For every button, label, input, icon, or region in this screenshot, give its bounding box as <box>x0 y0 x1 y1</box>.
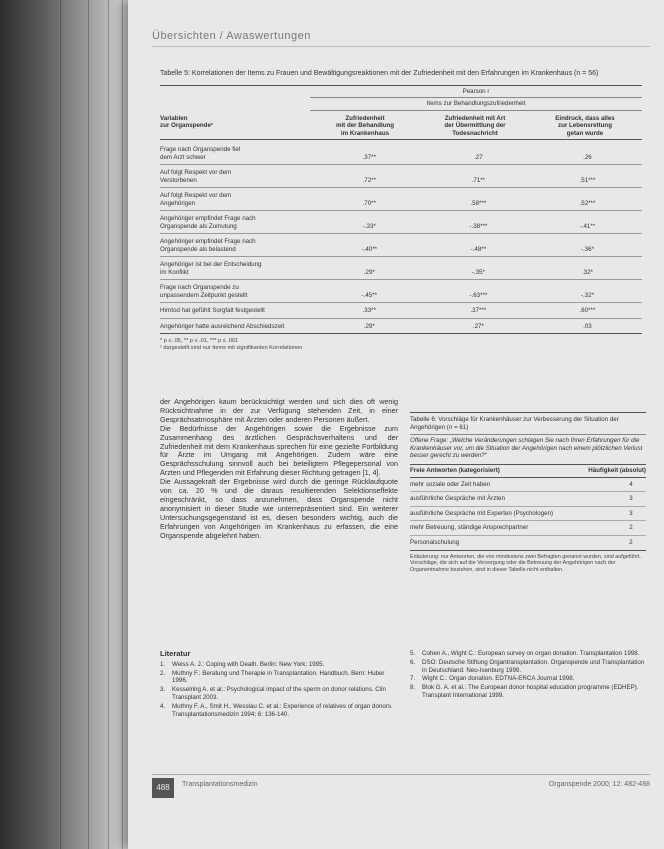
literature-left-column <box>160 650 398 719</box>
journal-name: Transplantationsmedizin <box>182 781 258 788</box>
body-paragraph: Die Bedürfnisse der Angehörigen sowie die Ergebnisse zum Zusammenhang des ärztlichen Gesprächsverhaltens und der Zufriedenheit mit dem Krankenhaus sprechen für eine gezielte Fortbildung für Ärzte im Umgang mit Angehörigen. Zudem wäre eine Gesprächsschulung sinnvoll auch bei beteiligtem Pflegepersonal von Ärzten und Pflegenden mit Erfahrung dieser Richtung getragen [1, 4]. <box>160 423 398 478</box>
literature-heading: Literatur <box>160 649 191 658</box>
page-edge <box>108 0 109 849</box>
table-6-caption: Tabelle 6: Vorschläge für Krankenhäuser zur Verbesserung der Situation der Angehörigen (n = 61) <box>410 416 619 431</box>
reference-item: 2. Muthny F.: Beratung und Therapie in Transplantation. Handbuch. Bern: Huber 1996. <box>160 669 385 685</box>
table-row: Angehöriger empfindet Frage nach Organspende als belastend -.40** -.48** -.36* <box>160 234 642 257</box>
table-5-subgroup-row <box>160 100 642 108</box>
table-5-group-row <box>160 88 642 96</box>
page-edge <box>60 0 61 849</box>
body-paragraph: der Angehörigen kaum berücksichtigt werden und sich dies oft wenig Rücksichtnahme in der zur Verfügung stehenden Zeit, in einer Gesprächsatmosphäre mit Ärzten oder anderen Personen äußert. <box>160 397 398 424</box>
document-page <box>128 0 664 849</box>
book-spine-shadow <box>0 0 140 849</box>
table-5-header-row <box>160 115 642 138</box>
table-5-subgroup-header: Items zur Behandlungszufriedenheit <box>426 100 526 107</box>
table-rule <box>310 97 642 98</box>
reference-item: 6. DSO: Deutsche Stiftung Organtransplantation. Organspende und Transplantation in Deutschland. Neu-Isenburg 1999. <box>410 658 645 674</box>
literature-right-column <box>410 650 646 701</box>
table-row: Frage nach Organspende fiel dem Arzt schwer .37** .27 .26 <box>160 142 642 165</box>
col-answer-header: Freie Antworten (kategorisiert) <box>410 466 500 474</box>
table-row: Angehöriger ist bei der Entscheidung im Konflikt .29* -.35* .32* <box>160 257 642 280</box>
reference-item: 4. Muthny F. A., Smit H., Wesslau C. et al.: Experience of relatives of organ donors. Transplantationsmedizin 1994; 6: 136-140. <box>160 702 393 718</box>
table-row: ausführliche Gespräche mit Ärzten 3 <box>410 492 646 507</box>
page-footer <box>152 774 650 795</box>
reference-item: 5. Cohen A., Wight C.: European survey on organ donation. Transplantation 1998. <box>410 650 640 657</box>
table-5 <box>160 70 642 352</box>
reference-item: 1. Weiss A. J.: Coping with Death. Berlin: New York; 1995. <box>160 660 325 668</box>
page-edge <box>88 0 89 849</box>
col-frequency-header: Häufigkeit (absolut) <box>588 466 646 474</box>
col-lifesaving-header: Eindruck, dass alles zur Lebensrettung getan wurde <box>555 114 615 137</box>
table-row: Frage nach Organspende zu unpassendem Zeitpunkt gestellt -.45** -.63*** -.32* <box>160 280 642 303</box>
table-rule <box>310 110 642 111</box>
running-head: Übersichten / Awaswertungen <box>152 30 311 42</box>
table-5-note: * p ≤ .05, ** p ≤ .01, *** p ≤ .001 ¹ dargestellt sind nur Items mit signifikanten Korrelationen <box>160 338 303 351</box>
table-6-header-row <box>410 464 646 478</box>
table-row: Angehöriger empfindet Frage nach Organspende als Zumutung -.33* -.38*** -.41** <box>160 211 642 234</box>
table-row: Auf folgt Respekt vor dem Angehörigen .70** .58*** .52*** <box>160 188 642 211</box>
table-row: Personalschulung 2 <box>410 536 646 551</box>
table-6-note: Erläuterung: nur Antworten, die von mindestens zwei Befragten genannt wurden, sind aufgeführt. Vorschläge, die sich auf die Versorgung oder die Betreuung der Angehörigen nach der Organentnahme beziehen, sind in dieser Tabelle nicht enthalten. <box>410 553 642 573</box>
table-row: mehr Betreuung, ständige Ansprechpartner 2 <box>410 521 646 536</box>
reference-item: 3. Kesselring A. et al.: Psychological impact of the sperm on donor relations. Clin Transplant 2003. <box>160 686 386 701</box>
citation-line: Organspende 2000; 12: 482-488 <box>548 781 650 788</box>
body-paragraph: Die Aussagekraft der Ergebnisse wird durch die geringe Rücklaufquote von ca. 20 % und die daraus resultierenden Selektionseffekte eingeschränkt, so dass anzunehmen, dass Organspende nicht anonymisiert in dieser Studie wie unterrepräsentiert sind. Ein weiterer Untersuchungsgegenstand ist es, diesen besonders wichtig, auch die Erfahrungen von Angehörigen im Krankenhaus zu erfassen, die eine Organspende abgelehnt haben. <box>160 477 398 540</box>
table-6-question: Offene Frage: „Welche Veränderungen schlagen Sie nach Ihren Erfahrungen für die Krankenhäuser vor, um die Situation der Angehörigen nach einem plötzlichen Verlust besser gerecht zu werden?“ <box>410 434 646 464</box>
table-row: Auf folgt Respekt vor dem Verstorbenen .72** .71** .51*** <box>160 165 642 188</box>
reference-item: 7. Wight C.: Organ donation. EDTNA-ERCA Journal 1998. <box>410 675 575 683</box>
table-row: ausführliche Gespräche mit Experten (Psychologen) 3 <box>410 507 646 522</box>
table-row: Angehöriger hatte ausreichend Abschiedszeit .29* .27* .03 <box>160 319 642 335</box>
body-text-column <box>160 398 398 541</box>
col-treatment-header: Zufriedenheit mit der Behandlung im Krankenhaus <box>335 114 395 137</box>
table-row: mehr soziale oder Zeit haben 4 <box>410 478 646 493</box>
table-6 <box>410 412 646 573</box>
table-row: Hirntod hat gefühlt Sorgfalt festgestellt .33** .37*** .60*** <box>160 303 642 319</box>
table-5-group-header: Pearson r <box>462 87 490 95</box>
page-edge <box>122 0 123 849</box>
table-rule <box>160 139 642 140</box>
col-death-message-header: Zufriedenheit mit Art der Übermittlung der Todesnachricht <box>444 114 506 137</box>
table-5-caption: Tabelle 5: Korrelationen der Items zu Frauen und Bewältigungsreaktionen mit der Zufriedenheit mit den Erfahrungen im Krankenhaus (n = 56) <box>160 70 599 77</box>
reference-item: 8. Blok G. A. et al.: The European donor hospital education programme (EDHEP). Transplant International 1999. <box>410 684 639 699</box>
page-number: 488 <box>152 778 174 798</box>
running-head-rule <box>152 46 650 47</box>
table-rule <box>160 85 642 86</box>
col-variables-header: Variablen zur Organspende¹ <box>160 114 213 129</box>
